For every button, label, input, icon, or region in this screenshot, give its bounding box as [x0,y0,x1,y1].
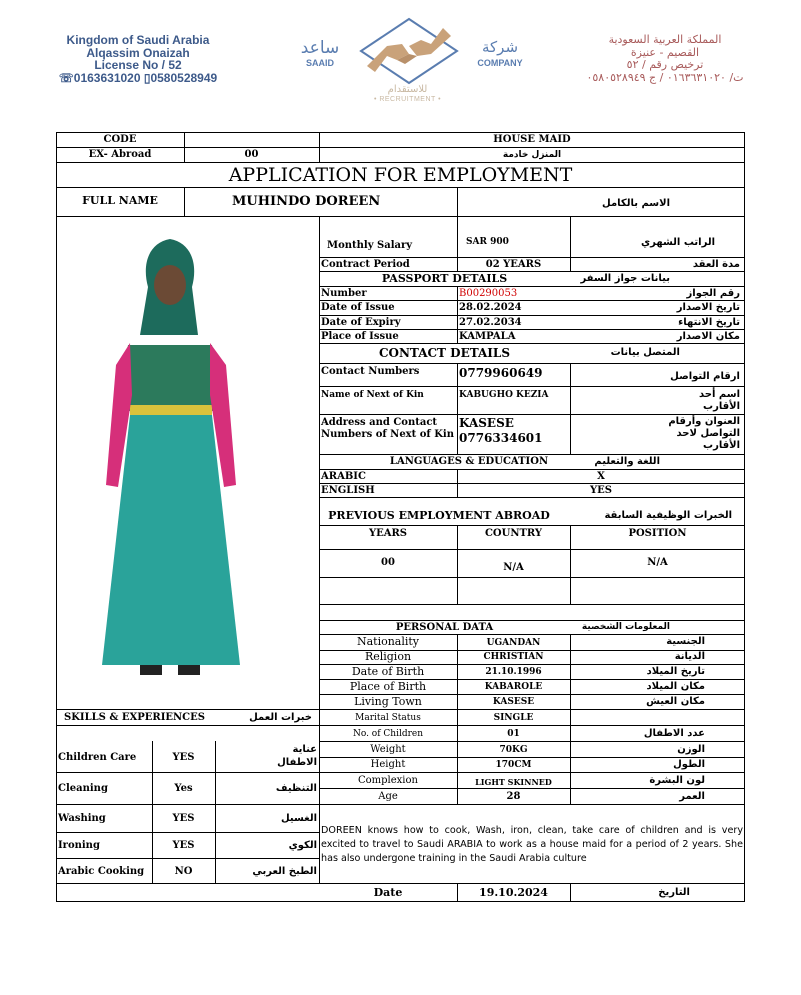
agency-city-ar: القصيم - عنيزة [630,45,700,59]
prev-country: N/A [503,562,524,573]
skill-label: Arabic Cooking [58,866,145,877]
col-country: COUNTRY [484,528,543,539]
personal-value: 170CM [495,760,532,770]
personal-label: Complexion [358,775,418,786]
issue-ar: تاريخ الاصدار [676,302,740,313]
salary-ar: الراتب الشهري [641,237,715,248]
personal-ar: تاريخ الميلاد [646,666,705,677]
salary-label: Monthly Salary [327,240,413,251]
contact-header-ar: المتصل بيانات [610,347,680,358]
logo-bottom-ar: للاستقدام [387,84,428,95]
personal-ar: مكان العيش [646,696,705,707]
full-name-ar: الاسم بالكامل [602,198,670,209]
contact-numbers-label: Contact Numbers [321,366,420,377]
kin-addr-ar-2: التواصل لاحد [676,428,740,439]
agency-phones-ar: ت/ ٠١٦٣٦٣١٠٢٠ / ج ٠٥٨٠٥٢٨٩٤٩ [586,70,744,84]
personal-value: 70KG [499,745,528,755]
number-label: Number [321,288,367,299]
kin-addr-ar-1: العنوان وأرقام [668,416,740,427]
full-name-label: FULL NAME [82,194,158,207]
kin-ar-1: اسم أحد [699,389,740,400]
passport-header: PASSPORT DETAILS [381,272,508,285]
contact-numbers-value: 0779960649 [459,366,543,380]
skill-value: Yes [174,783,193,794]
arabic-label: ARABIC [321,471,366,482]
personal-label: Place of Birth [349,680,427,693]
kin-value: KABUGHO KEZIA [459,390,549,400]
personal-value: 21.10.1996 [485,667,542,677]
date-ar: التاريخ [658,887,690,898]
personal-header: PERSONAL DATA [395,622,494,633]
skill-value: YES [172,752,195,763]
skill-ar: الاطفال [277,757,317,768]
personal-label: Marital Status [355,713,421,723]
personal-label: Living Town [354,695,422,708]
personal-label: Age [378,791,398,802]
person-figure-icon [102,239,240,675]
personal-header-ar: المعلومات الشخصية [581,622,670,632]
personal-value: CHRISTIAN [483,652,544,662]
agency-country-ar: المملكة العربية السعودية [608,33,722,46]
personal-ar: الوزن [677,744,705,755]
personal-label: Nationality [356,635,420,648]
personal-label: Weight [370,744,406,755]
agency-license-ar: ترخيص رقم / ٥٢ [626,58,704,71]
personal-value: KABAROLE [484,682,543,692]
personal-ar: الديانة [674,651,705,662]
skill-ar: التنظيف [275,783,317,794]
skill-label: Children Care [58,752,137,763]
remarks: DOREEN knows how to cook, Wash, iron, clean, take care of children and is very excited to travel to Saudi ARABIA to work as a house maid for a period of 2 years. She has also undergone training in the Saudi Arabia culture [321,825,743,864]
personal-ar: لون البشرة [649,775,705,786]
personal-value: KASESE [492,697,535,707]
skill-value: YES [172,813,195,824]
personal-ar: مكان الميلاد [646,681,705,692]
kin-addr-value-1: KASESE [459,416,514,430]
personal-label: Religion [364,650,412,663]
personal-value: UGANDAN [486,638,541,648]
contact-header: CONTACT DETAILS [378,346,511,360]
position-ar: المنزل خادمة [502,150,562,160]
agency-license: License No / 52 [94,58,182,72]
kin-ar-2: الأقارب [703,401,740,412]
ex-abroad-value: 00 [244,149,259,160]
skill-label: Cleaning [58,783,108,794]
personal-label: No. of Children [352,729,424,739]
passport-number: B00290053 [459,288,518,299]
full-name-value: MUHINDO DOREEN [232,194,381,209]
kin-addr-label-1: Address and Contact [321,417,438,428]
agency-info-en [18,34,258,84]
english-value: YES [590,485,612,496]
skill-value: NO [174,866,193,877]
skill-ar: عناية [292,744,317,755]
personal-label: Date of Birth [351,665,425,678]
issue-value: 28.02.2024 [459,302,522,313]
code-label: CODE [103,134,137,145]
date-value: 19.10.2024 [479,886,548,899]
logo-bottom-en: • RECRUITMENT • [373,96,442,103]
agency-city: Alqassim Onaizah [86,45,190,60]
form-title: APPLICATION FOR EMPLOYMENT [228,164,573,186]
skills-header-ar: خبرات العمل [249,712,312,723]
agency-info-ar [545,34,785,84]
prev-position: N/A [647,557,668,568]
lang-header-ar: اللغة والتعليم [594,456,660,467]
contract-ar: مدة العقد [692,259,740,270]
salary-value: SAR 900 [466,237,509,247]
applicant-photo [80,225,270,695]
place-issue-label: Place of Issue [321,331,399,342]
kin-addr-value-2: 0776334601 [459,431,543,445]
arabic-value: X [597,471,605,482]
handshake-icon [357,16,461,86]
personal-value: LIGHT SKINNED [475,777,552,787]
date-label: Date [373,886,403,899]
prev-header-ar: الخبرات الوظيفية السابقة [604,510,732,521]
expiry-ar: تاريخ الانتهاء [678,317,740,328]
kin-addr-label-2: Numbers of Next of Kin [321,429,454,440]
ex-abroad-label: EX- Abroad [88,149,152,160]
logo-left-en: SAAID [305,58,334,68]
logo-right-ar: شركة [481,38,519,56]
skills-header: SKILLS & EXPERIENCES [64,712,205,723]
issue-label: Date of Issue [321,302,395,313]
english-label: ENGLISH [321,485,375,496]
personal-label: Height [370,759,406,770]
position-label: HOUSE MAID [493,134,571,145]
col-position: POSITION [628,528,687,539]
personal-value: 01 [507,729,520,739]
logo-left-ar: ساعد [300,38,340,58]
skill-label: Ironing [58,840,100,851]
contact-numbers-ar: ارقام التواصل [670,371,740,382]
number-ar: رقم الجواز [686,288,740,299]
place-issue-value: KAMPALA [459,331,516,342]
skill-value: YES [172,840,195,851]
col-years: YEARS [368,528,408,539]
passport-header-ar: بيانات جواز السفر [580,273,670,284]
prev-years: 00 [381,557,395,568]
expiry-label: Date of Expiry [321,317,401,328]
personal-ar: عدد الاطفال [643,728,705,739]
personal-value: SINGLE [493,713,534,723]
skill-ar: الغسيل [280,813,317,824]
skill-ar: الطبخ العربي [252,866,317,877]
contract-value: 02 YEARS [485,259,542,270]
agency-country: Kingdom of Saudi Arabia [66,33,210,47]
prev-header: PREVIOUS EMPLOYMENT ABROAD [328,509,550,522]
personal-ar: العمر [679,791,705,802]
contract-label: Contract Period [321,259,410,270]
personal-ar: الطول [673,759,705,770]
lang-header: LANGUAGES & EDUCATION [389,456,549,467]
logo-right-en: COMPANY [477,58,523,68]
personal-value: 28 [506,791,521,802]
personal-ar: الجنسية [666,636,705,647]
kin-addr-ar-3: الأقارب [703,440,740,451]
company-logo [285,16,530,111]
kin-label: Name of Next of Kin [321,390,424,400]
agency-phones: ☏0163631020 ▯0580528949 [58,70,218,85]
place-issue-ar: مكان الاصدار [676,331,740,342]
skill-ar: الكوي [288,840,317,851]
skill-label: Washing [58,813,106,824]
expiry-value: 27.02.2034 [459,317,522,328]
